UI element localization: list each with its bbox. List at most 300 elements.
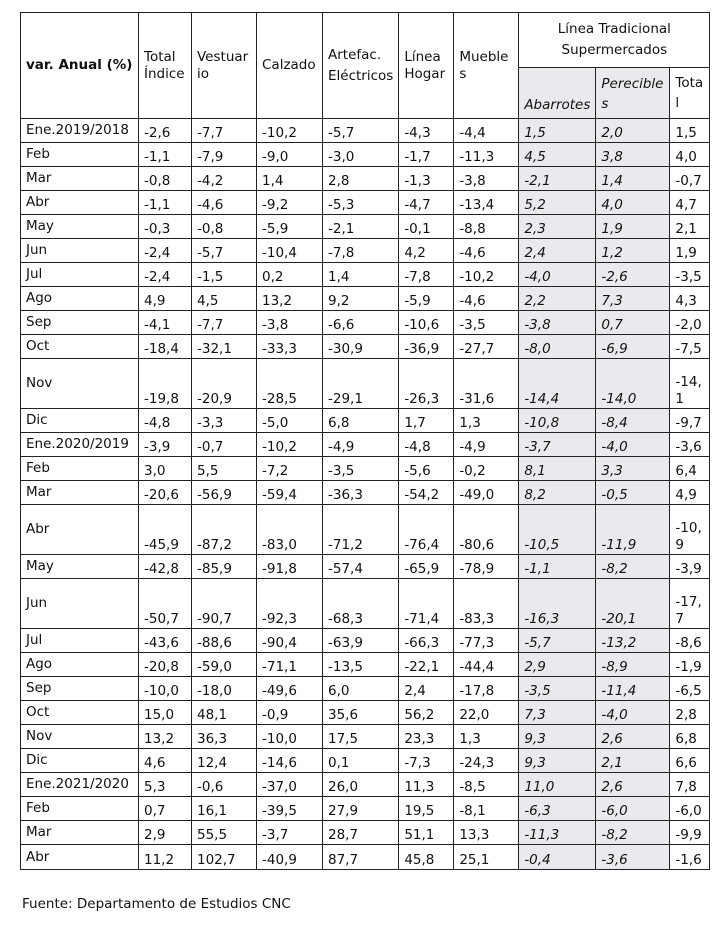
table-cell: 4,3 bbox=[670, 287, 710, 311]
header-calzado: Calzado bbox=[257, 13, 323, 119]
table-cell: -4,9 bbox=[454, 433, 519, 457]
table-cell: -4,9 bbox=[323, 433, 399, 457]
table-cell: -7,3 bbox=[399, 749, 454, 773]
table-cell: 0,2 bbox=[257, 263, 323, 287]
header-total: Total bbox=[670, 68, 710, 119]
table-cell: -2,4 bbox=[139, 263, 192, 287]
row-label: Dic bbox=[21, 749, 139, 773]
table-cell: 13,2 bbox=[139, 725, 192, 749]
table-cell: -0,5 bbox=[596, 481, 670, 505]
table-cell: -3,7 bbox=[519, 433, 596, 457]
row-label: Ene.2020/2019 bbox=[21, 433, 139, 457]
table-cell: 1,4 bbox=[257, 167, 323, 191]
table-cell: 4,2 bbox=[399, 239, 454, 263]
table-cell: -17,8 bbox=[454, 677, 519, 701]
table-cell: -20,6 bbox=[139, 481, 192, 505]
table-cell: -8,9 bbox=[596, 653, 670, 677]
table-cell: 3,0 bbox=[139, 457, 192, 481]
table-row bbox=[21, 555, 710, 579]
header-perecibles: Perecibles bbox=[596, 68, 670, 119]
row-label: Jul bbox=[21, 629, 139, 653]
table-cell: -1,1 bbox=[139, 191, 192, 215]
table-cell: -3,9 bbox=[670, 555, 710, 579]
table-cell: 1,3 bbox=[454, 409, 519, 433]
table-cell: -3,0 bbox=[323, 143, 399, 167]
table-cell: -28,5 bbox=[257, 359, 323, 409]
table-cell: -6,0 bbox=[670, 797, 710, 821]
table-cell: -85,9 bbox=[192, 555, 257, 579]
table-cell: 4,9 bbox=[670, 481, 710, 505]
table-cell: -4,2 bbox=[192, 167, 257, 191]
table-cell: 28,7 bbox=[323, 821, 399, 845]
row-label: Oct bbox=[21, 701, 139, 725]
table-cell: -0,1 bbox=[399, 215, 454, 239]
table-row bbox=[21, 505, 710, 555]
table-cell: -13,2 bbox=[596, 629, 670, 653]
table-cell: 51,1 bbox=[399, 821, 454, 845]
table-row bbox=[21, 311, 710, 335]
table-cell: -0,9 bbox=[257, 701, 323, 725]
table-row bbox=[21, 821, 710, 845]
table-cell: -90,4 bbox=[257, 629, 323, 653]
table-cell: 45,8 bbox=[399, 845, 454, 870]
row-label: May bbox=[21, 215, 139, 239]
table-cell: -26,3 bbox=[399, 359, 454, 409]
table-cell: -3,8 bbox=[454, 167, 519, 191]
table-row bbox=[21, 287, 710, 311]
table-row bbox=[21, 263, 710, 287]
table-cell: -20,8 bbox=[139, 653, 192, 677]
table-cell: 2,9 bbox=[519, 653, 596, 677]
table-cell: 2,0 bbox=[596, 119, 670, 143]
table-row bbox=[21, 845, 710, 870]
table-cell: -5,7 bbox=[192, 239, 257, 263]
table-cell: -3,7 bbox=[257, 821, 323, 845]
table-cell: 1,5 bbox=[670, 119, 710, 143]
table-cell: -10,6 bbox=[399, 311, 454, 335]
table-cell: -71,1 bbox=[257, 653, 323, 677]
row-label: Mar bbox=[21, 821, 139, 845]
table-cell: -8,0 bbox=[519, 335, 596, 359]
table-row bbox=[21, 191, 710, 215]
table-row bbox=[21, 653, 710, 677]
table-cell: -39,5 bbox=[257, 797, 323, 821]
table-cell: 13,3 bbox=[454, 821, 519, 845]
table-cell: -0,6 bbox=[192, 773, 257, 797]
table-cell: 22,0 bbox=[454, 701, 519, 725]
table-cell: 5,5 bbox=[192, 457, 257, 481]
table-cell: 23,3 bbox=[399, 725, 454, 749]
row-label: Ago bbox=[21, 287, 139, 311]
table-cell: -2,6 bbox=[596, 263, 670, 287]
table-cell: 7,3 bbox=[519, 701, 596, 725]
table-row bbox=[21, 629, 710, 653]
table-cell: -10,2 bbox=[454, 263, 519, 287]
table-cell: 0,7 bbox=[596, 311, 670, 335]
table-cell: -6,3 bbox=[519, 797, 596, 821]
table-cell: -1,7 bbox=[399, 143, 454, 167]
row-label: Feb bbox=[21, 457, 139, 481]
table-cell: -6,9 bbox=[596, 335, 670, 359]
source-note: Fuente: Departamento de Estudios CNC bbox=[22, 896, 291, 912]
table-cell: -10,9 bbox=[670, 505, 710, 555]
row-label: Nov bbox=[21, 725, 139, 749]
table-cell: 26,0 bbox=[323, 773, 399, 797]
table-cell: -65,9 bbox=[399, 555, 454, 579]
table-cell: -8,8 bbox=[454, 215, 519, 239]
table-cell: -57,4 bbox=[323, 555, 399, 579]
table-cell: -2,6 bbox=[139, 119, 192, 143]
row-label: Dic bbox=[21, 409, 139, 433]
header-linea-hogar: Línea Hogar bbox=[399, 13, 454, 119]
table-cell: 36,3 bbox=[192, 725, 257, 749]
table-cell: 16,1 bbox=[192, 797, 257, 821]
table-cell: -0,2 bbox=[454, 457, 519, 481]
table-cell: -7,7 bbox=[192, 311, 257, 335]
table-cell: -4,7 bbox=[399, 191, 454, 215]
table-cell: -0,4 bbox=[519, 845, 596, 870]
table-cell: 12,4 bbox=[192, 749, 257, 773]
table-cell: -4,8 bbox=[139, 409, 192, 433]
table-cell: -16,3 bbox=[519, 579, 596, 629]
table-cell: -9,9 bbox=[670, 821, 710, 845]
table-cell: 2,6 bbox=[596, 725, 670, 749]
row-label: Jul bbox=[21, 263, 139, 287]
table-cell: -2,1 bbox=[519, 167, 596, 191]
table-cell: 8,2 bbox=[519, 481, 596, 505]
row-label: Feb bbox=[21, 143, 139, 167]
table-cell: -2,4 bbox=[139, 239, 192, 263]
table-cell: 2,1 bbox=[670, 215, 710, 239]
table-cell: 2,3 bbox=[519, 215, 596, 239]
table-cell: -80,6 bbox=[454, 505, 519, 555]
table-cell: -6,5 bbox=[670, 677, 710, 701]
row-label: Nov bbox=[21, 359, 139, 409]
table-cell: -87,2 bbox=[192, 505, 257, 555]
table-cell: -10,8 bbox=[519, 409, 596, 433]
table-cell: -27,7 bbox=[454, 335, 519, 359]
table-cell: -10,2 bbox=[257, 433, 323, 457]
table-cell: 6,6 bbox=[670, 749, 710, 773]
table-cell: -91,8 bbox=[257, 555, 323, 579]
header-abarrotes: Abarrotes bbox=[519, 68, 596, 119]
table-cell: 35,6 bbox=[323, 701, 399, 725]
row-label: Mar bbox=[21, 481, 139, 505]
table-cell: 87,7 bbox=[323, 845, 399, 870]
table-cell: -5,3 bbox=[323, 191, 399, 215]
table-cell: 2,4 bbox=[399, 677, 454, 701]
table-cell: -10,0 bbox=[257, 725, 323, 749]
table-cell: 0,1 bbox=[323, 749, 399, 773]
table-cell: 1,9 bbox=[596, 215, 670, 239]
table-row bbox=[21, 773, 710, 797]
table-cell: 11,2 bbox=[139, 845, 192, 870]
table-cell: -4,0 bbox=[519, 263, 596, 287]
table-cell: -1,6 bbox=[670, 845, 710, 870]
table-row bbox=[21, 677, 710, 701]
table-cell: -9,7 bbox=[670, 409, 710, 433]
table-cell: -2,0 bbox=[670, 311, 710, 335]
table-cell: 19,5 bbox=[399, 797, 454, 821]
table-cell: -8,6 bbox=[670, 629, 710, 653]
table-cell: 3,3 bbox=[596, 457, 670, 481]
row-label: Sep bbox=[21, 311, 139, 335]
table-cell: 9,3 bbox=[519, 749, 596, 773]
row-label: Sep bbox=[21, 677, 139, 701]
table-cell: -3,5 bbox=[323, 457, 399, 481]
table-row bbox=[21, 457, 710, 481]
table-cell: -3,5 bbox=[670, 263, 710, 287]
table-cell: -31,6 bbox=[454, 359, 519, 409]
table-cell: 6,4 bbox=[670, 457, 710, 481]
table-cell: 5,2 bbox=[519, 191, 596, 215]
table-cell: -5,7 bbox=[519, 629, 596, 653]
table-cell: 1,7 bbox=[399, 409, 454, 433]
table-cell: -4,0 bbox=[596, 433, 670, 457]
header-var-anual: var. Anual (%) bbox=[21, 13, 139, 119]
table-cell: -10,5 bbox=[519, 505, 596, 555]
row-label: Ene.2021/2020 bbox=[21, 773, 139, 797]
table-cell: -1,1 bbox=[519, 555, 596, 579]
table-cell: 1,3 bbox=[454, 725, 519, 749]
table-cell: 4,5 bbox=[519, 143, 596, 167]
table-cell: -9,0 bbox=[257, 143, 323, 167]
table-cell: -68,3 bbox=[323, 579, 399, 629]
table-cell: -49,0 bbox=[454, 481, 519, 505]
table-row bbox=[21, 481, 710, 505]
table-cell: -6,6 bbox=[323, 311, 399, 335]
table-cell: -4,6 bbox=[192, 191, 257, 215]
table-cell: -4,1 bbox=[139, 311, 192, 335]
table-cell: 102,7 bbox=[192, 845, 257, 870]
table-cell: -2,1 bbox=[323, 215, 399, 239]
table-cell: -22,1 bbox=[399, 653, 454, 677]
table-cell: -71,2 bbox=[323, 505, 399, 555]
table-cell: 1,2 bbox=[596, 239, 670, 263]
table-cell: -3,6 bbox=[670, 433, 710, 457]
table-cell: 2,8 bbox=[323, 167, 399, 191]
table-cell: -4,4 bbox=[454, 119, 519, 143]
table-cell: -5,0 bbox=[257, 409, 323, 433]
table-cell: -11,4 bbox=[596, 677, 670, 701]
table-cell: 6,8 bbox=[323, 409, 399, 433]
table-cell: -18,4 bbox=[139, 335, 192, 359]
table-cell: -19,8 bbox=[139, 359, 192, 409]
table-cell: -0,8 bbox=[139, 167, 192, 191]
table-cell: -7,8 bbox=[323, 239, 399, 263]
table-cell: -63,9 bbox=[323, 629, 399, 653]
row-label: Jun bbox=[21, 239, 139, 263]
table-cell: -0,7 bbox=[192, 433, 257, 457]
table-cell: 2,2 bbox=[519, 287, 596, 311]
table-cell: -7,2 bbox=[257, 457, 323, 481]
header-muebles: Muebles bbox=[454, 13, 519, 119]
table-cell: -9,2 bbox=[257, 191, 323, 215]
table-cell: -3,8 bbox=[519, 311, 596, 335]
table-row bbox=[21, 167, 710, 191]
table-cell: 2,6 bbox=[596, 773, 670, 797]
table-cell: 15,0 bbox=[139, 701, 192, 725]
table-cell: 2,9 bbox=[139, 821, 192, 845]
table-cell: -54,2 bbox=[399, 481, 454, 505]
table-cell: -7,8 bbox=[399, 263, 454, 287]
table-cell: -20,1 bbox=[596, 579, 670, 629]
header-artefac-electricos: Artefac. Eléctricos bbox=[323, 13, 399, 119]
table-cell: -5,9 bbox=[399, 287, 454, 311]
table-cell: -8,2 bbox=[596, 821, 670, 845]
table-cell: -36,3 bbox=[323, 481, 399, 505]
table-cell: 13,2 bbox=[257, 287, 323, 311]
table-cell: 17,5 bbox=[323, 725, 399, 749]
table-cell: 9,3 bbox=[519, 725, 596, 749]
table-cell: -8,1 bbox=[454, 797, 519, 821]
table-cell: -24,3 bbox=[454, 749, 519, 773]
table-cell: -11,9 bbox=[596, 505, 670, 555]
table-cell: -4,6 bbox=[454, 239, 519, 263]
table-cell: -30,9 bbox=[323, 335, 399, 359]
table-cell: -1,3 bbox=[399, 167, 454, 191]
table-cell: 7,3 bbox=[596, 287, 670, 311]
table-cell: -59,0 bbox=[192, 653, 257, 677]
row-label: May bbox=[21, 555, 139, 579]
row-label: Abr bbox=[21, 505, 139, 555]
table-cell: -7,7 bbox=[192, 119, 257, 143]
table-cell: -7,5 bbox=[670, 335, 710, 359]
table-cell: 9,2 bbox=[323, 287, 399, 311]
table-cell: -78,9 bbox=[454, 555, 519, 579]
table-cell: -49,6 bbox=[257, 677, 323, 701]
table-cell: -14,6 bbox=[257, 749, 323, 773]
table-cell: 4,6 bbox=[139, 749, 192, 773]
table-cell: 2,8 bbox=[670, 701, 710, 725]
table-row bbox=[21, 119, 710, 143]
table-cell: -36,9 bbox=[399, 335, 454, 359]
row-label: Jun bbox=[21, 579, 139, 629]
table-cell: -20,9 bbox=[192, 359, 257, 409]
table-cell: -18,0 bbox=[192, 677, 257, 701]
row-label: Mar bbox=[21, 167, 139, 191]
table-cell: 11,0 bbox=[519, 773, 596, 797]
table-row bbox=[21, 579, 710, 629]
table-cell: -44,4 bbox=[454, 653, 519, 677]
table-row bbox=[21, 359, 710, 409]
table-cell: 6,0 bbox=[323, 677, 399, 701]
table-cell: 8,1 bbox=[519, 457, 596, 481]
table-cell: -1,9 bbox=[670, 653, 710, 677]
table-cell: -1,1 bbox=[139, 143, 192, 167]
table-cell: 11,3 bbox=[399, 773, 454, 797]
table-row bbox=[21, 215, 710, 239]
table-cell: -4,8 bbox=[399, 433, 454, 457]
table-cell: -0,3 bbox=[139, 215, 192, 239]
table-cell: -4,0 bbox=[596, 701, 670, 725]
table-cell: -5,9 bbox=[257, 215, 323, 239]
table-cell: -32,1 bbox=[192, 335, 257, 359]
table-row bbox=[21, 725, 710, 749]
table-cell: -13,4 bbox=[454, 191, 519, 215]
table-cell: 4,0 bbox=[596, 191, 670, 215]
table-cell: -3,3 bbox=[192, 409, 257, 433]
row-label: Abr bbox=[21, 191, 139, 215]
row-label: Feb bbox=[21, 797, 139, 821]
table-cell: 2,1 bbox=[596, 749, 670, 773]
table-cell: -0,8 bbox=[192, 215, 257, 239]
table-cell: 5,3 bbox=[139, 773, 192, 797]
table-cell: -37,0 bbox=[257, 773, 323, 797]
table-cell: -13,5 bbox=[323, 653, 399, 677]
table-cell: -33,3 bbox=[257, 335, 323, 359]
table-cell: -10,2 bbox=[257, 119, 323, 143]
table-row bbox=[21, 335, 710, 359]
table-cell: -59,4 bbox=[257, 481, 323, 505]
table-cell: -50,7 bbox=[139, 579, 192, 629]
table-cell: -14,0 bbox=[596, 359, 670, 409]
table-cell: -3,9 bbox=[139, 433, 192, 457]
table-cell: 2,4 bbox=[519, 239, 596, 263]
table-cell: -17,7 bbox=[670, 579, 710, 629]
table-cell: -14,4 bbox=[519, 359, 596, 409]
table-cell: -66,3 bbox=[399, 629, 454, 653]
table-row bbox=[21, 797, 710, 821]
table-cell: -76,4 bbox=[399, 505, 454, 555]
table-cell: 6,8 bbox=[670, 725, 710, 749]
table-cell: -40,9 bbox=[257, 845, 323, 870]
table-cell: -88,6 bbox=[192, 629, 257, 653]
table-cell: -11,3 bbox=[454, 143, 519, 167]
table-cell: -6,0 bbox=[596, 797, 670, 821]
table-cell: -3,8 bbox=[257, 311, 323, 335]
table-cell: -3,5 bbox=[519, 677, 596, 701]
table-cell: 1,5 bbox=[519, 119, 596, 143]
table-cell: -42,8 bbox=[139, 555, 192, 579]
table-cell: 1,4 bbox=[596, 167, 670, 191]
table-cell: 4,0 bbox=[670, 143, 710, 167]
table-cell: -8,5 bbox=[454, 773, 519, 797]
table-row bbox=[21, 749, 710, 773]
row-label: Oct bbox=[21, 335, 139, 359]
table-cell: 3,8 bbox=[596, 143, 670, 167]
row-label: Ene.2019/2018 bbox=[21, 119, 139, 143]
table-cell: 0,7 bbox=[139, 797, 192, 821]
table-cell: -4,6 bbox=[454, 287, 519, 311]
table-cell: -29,1 bbox=[323, 359, 399, 409]
header-total-indice: Total Índice bbox=[139, 13, 192, 119]
retail-sales-table bbox=[20, 12, 710, 870]
table-cell: -1,5 bbox=[192, 263, 257, 287]
table-cell: -92,3 bbox=[257, 579, 323, 629]
table-cell: -83,3 bbox=[454, 579, 519, 629]
table-cell: -5,6 bbox=[399, 457, 454, 481]
table-cell: -83,0 bbox=[257, 505, 323, 555]
table-row bbox=[21, 433, 710, 457]
table-cell: 1,4 bbox=[323, 263, 399, 287]
table-row bbox=[21, 239, 710, 263]
table-cell: 1,9 bbox=[670, 239, 710, 263]
table-row bbox=[21, 143, 710, 167]
table-cell: 7,8 bbox=[670, 773, 710, 797]
table-cell: -10,4 bbox=[257, 239, 323, 263]
table-body bbox=[21, 119, 710, 870]
row-label: Ago bbox=[21, 653, 139, 677]
table-cell: -71,4 bbox=[399, 579, 454, 629]
table-cell: 55,5 bbox=[192, 821, 257, 845]
table-cell: 27,9 bbox=[323, 797, 399, 821]
table-cell: -5,7 bbox=[323, 119, 399, 143]
row-label: Abr bbox=[21, 845, 139, 870]
table-cell: 56,2 bbox=[399, 701, 454, 725]
table-cell: -4,3 bbox=[399, 119, 454, 143]
table-cell: -0,7 bbox=[670, 167, 710, 191]
